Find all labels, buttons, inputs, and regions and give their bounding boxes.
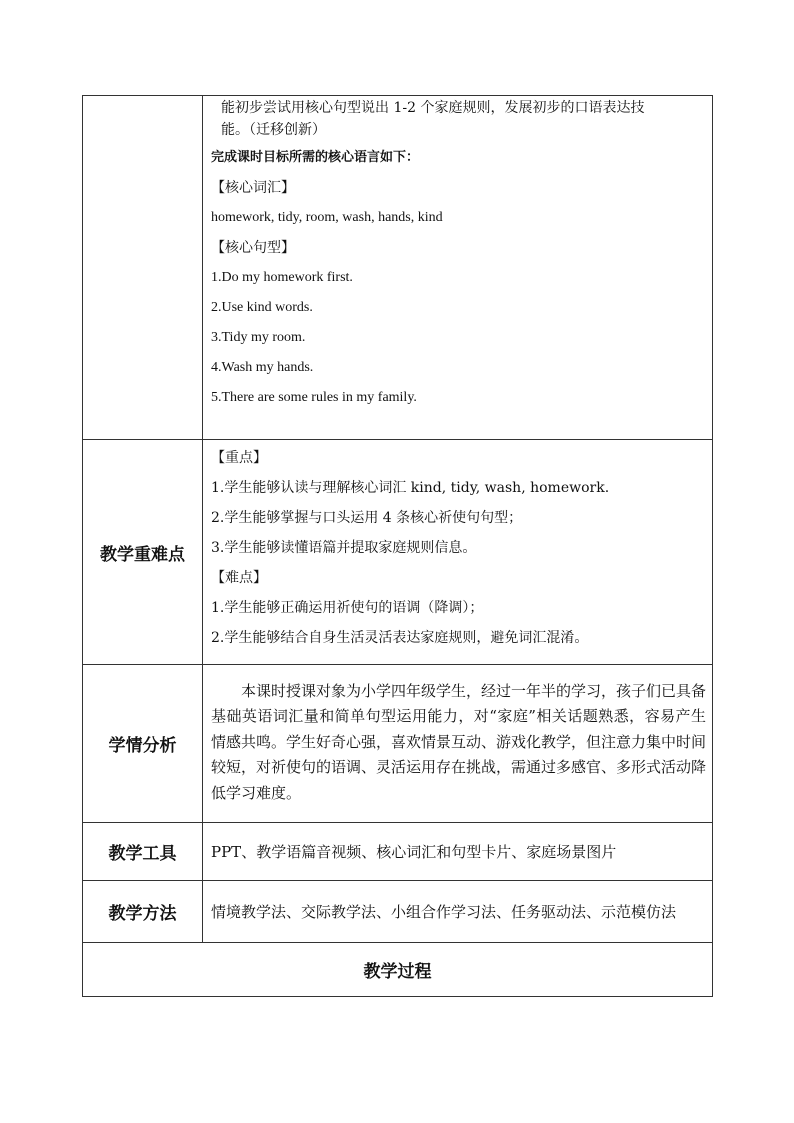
methods-text: 情境教学法、交际教学法、小组合作学习法、任务驱动法、示范模仿法	[203, 881, 713, 943]
analysis-content-cell	[203, 665, 713, 823]
tools-label: 教学工具	[83, 823, 203, 881]
key-points-row	[83, 440, 713, 665]
process-row	[83, 943, 713, 997]
objectives-row	[83, 96, 713, 440]
tools-text: PPT、教学语篇音视频、核心词汇和句型卡片、家庭场景图片	[203, 823, 713, 881]
tools-row	[83, 823, 713, 881]
vocab-heading: 【核心词汇】	[211, 180, 295, 196]
vocab-list: homework, tidy, room, wash, hands, kind	[211, 210, 443, 225]
sentence-item: 1.Do my homework first.	[211, 270, 353, 285]
methods-label: 教学方法	[83, 881, 203, 943]
objectives-content-cell	[203, 96, 713, 440]
sentence-item: 2.Use kind words.	[211, 300, 313, 315]
difficulty-item: 2.学生能够结合自身生活灵活表达家庭规则，避免词汇混淆。	[211, 630, 589, 646]
objective-line: 能。（迁移创新）	[221, 122, 326, 138]
focus-item: 2.学生能够掌握与口头运用 4 条核心祈使句句型；	[211, 510, 523, 526]
analysis-row	[83, 665, 713, 823]
sentence-item: 4.Wash my hands.	[211, 360, 314, 375]
objective-line: 能初步尝试用核心句型说出 1-2 个家庭规则，发展初步的口语表达技	[221, 100, 645, 116]
difficulty-heading: 【难点】	[211, 570, 267, 586]
focus-item: 1.学生能够认读与理解核心词汇 kind, tidy, wash, homework.	[211, 480, 610, 496]
lesson-plan-table	[82, 95, 713, 997]
key-points-content-cell	[203, 440, 713, 665]
analysis-text: 本课时授课对象为小学四年级学生，经过一年半的学习，孩子们已具备基础英语词汇量和简单句型运用能力，对“家庭”相关话题熟悉，容易产生情感共鸣。学生好奇心强，喜欢情景互动、游戏化教学，但注意力集中时间较短，对祈使句的语调、灵活运用存在挑战，需通过多感官、多形式活动降低学习难度。	[211, 681, 707, 802]
focus-heading: 【重点】	[211, 450, 267, 466]
difficulty-item: 1.学生能够正确运用祈使句的语调（降调）；	[211, 600, 484, 616]
core-language-heading: 完成课时目标所需的核心语言如下：	[211, 150, 420, 165]
process-heading: 教学过程	[83, 943, 713, 997]
sentence-item: 5.There are some rules in my family.	[211, 390, 417, 405]
key-points-label: 教学重难点	[83, 440, 203, 665]
methods-row	[83, 881, 713, 943]
focus-item: 3.学生能够读懂语篇并提取家庭规则信息。	[211, 540, 477, 556]
objectives-label-cell	[83, 96, 203, 440]
analysis-label: 学情分析	[83, 665, 203, 823]
sentence-heading: 【核心句型】	[211, 240, 295, 256]
sentence-item: 3.Tidy my room.	[211, 330, 306, 345]
